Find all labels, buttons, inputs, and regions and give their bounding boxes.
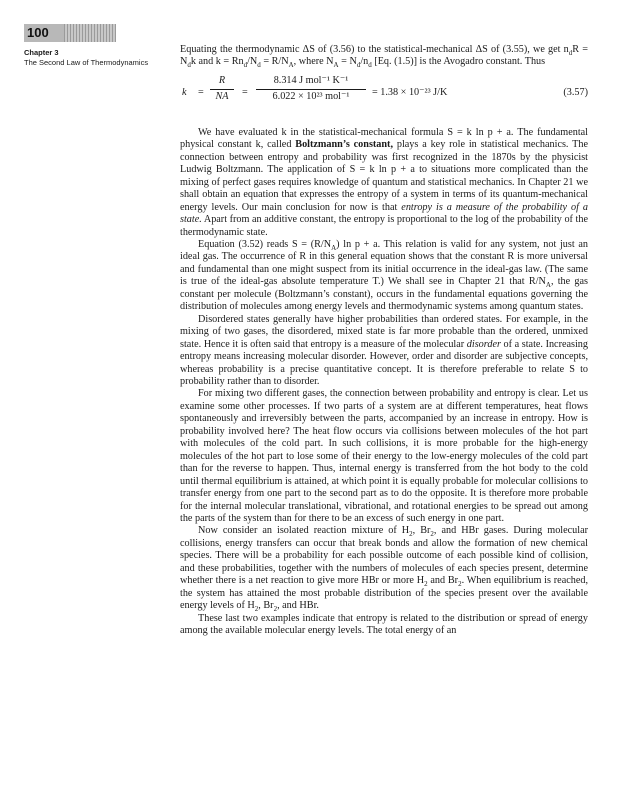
equation-result: = 1.38 × 10⁻²³ J/K [372, 86, 448, 98]
page-number: 100 [27, 25, 49, 40]
equation-3-57 [180, 75, 588, 119]
main-text-column [180, 44, 588, 637]
header-stripe-pattern [64, 24, 116, 42]
intro-paragraph: Equating the thermodynamic ΔS of (3.56) to the statistical-mechanical ΔS of (3.55), we get $n_dR = N_dk$ and $k = Rn_d/N_d = R/N_A$, where $N_A = N_d/n_d$ [Eq. (1.5)] is the Avogadro constant. Thus [180, 44, 588, 70]
chapter-label: Chapter 3 [24, 48, 59, 57]
fraction-numerator: 8.314 J mol⁻¹ K⁻¹ [273, 74, 349, 86]
fraction-r-over-na [210, 75, 234, 104]
equation-equals: = [198, 86, 204, 98]
page-header-bar [24, 24, 116, 42]
body-paragraph: For mixing two different gases, the connection between probability and entropy is clear. Let us examine some other processes. If two parts of a system are at different temperatures, heat flows spontaneously and irreversibly between the parts, accompanied by an increase in entropy. How is probability involved here? The heat flow occurs via collisions between molecules of the hot part with molecules of the cold part. In such collisions, it is more probable for the high-energy molecules of the hot part to lose some of their energy to the low-energy molecules of the cold part than for the reverse to happen. Thus, internal energy is transferred from the hot body to the cold until thermal equilibrium is attained, at which point it is equally probable for molecular collisions to transfer energy from one part to the second part as to do the opposite. It is therefore more probable for the internal molecular translational, vibrational, and rotational energies to be spread out among the parts of the system than for there to be an excess of such energy in one part. [180, 388, 588, 524]
body-paragraph: We have evaluated k in the statistical-mechanical formula S = k ln p + a. The fundamental physical constant k, called Boltzmann’s constant, plays a key role in statistical mechanics. The connection between entropy and probability was first recognized in the 1870s by the physicist Ludwig Boltzmann. The application of S = k ln p + a to situations more complicated than the mixing of perfect gases requires knowledge of quantum and statistical mechanics. In Chapter 21 we shall obtain an equation that expresses the entropy of a system in terms of its quantum-mechanical energy levels. Our main conclusion for now is that entropy is a measure of the probability of a state. Apart from an additive constant, the entropy is proportional to the log of the probability of the thermodynamic state. [180, 126, 588, 238]
equation-number: (3.57) [563, 86, 588, 98]
body-paragraph: These last two examples indicate that entropy is related to the distribution or spread of energy among the available molecular energy levels. The total energy of an [180, 612, 588, 637]
fraction-denominator: NA [210, 89, 234, 103]
body-paragraph: Now consider an isolated reaction mixture of $H_2$, $Br_2$, and HBr gases. During molecular collisions, energy transfers can occur that break bonds and allow the formation of new chemical species. There will be a probability for each possible outcome of each possible kind of collision, and these probabilities, together with the numbers of molecules of each species present, determine whether there is a net reaction to give more HBr or more $H_2$ and $Br_2$. When equilibrium is reached, the system has attained the most probable distribution of the species present over the available energy levels of $H_2$, $Br_2$, and HBr. [180, 525, 589, 614]
fraction-denominator: 6.022 × 10²³ mol⁻¹ [256, 89, 366, 103]
equation-equals: = [242, 86, 248, 98]
chapter-title: The Second Law of Thermodynamics [24, 58, 149, 67]
fraction-numerator: R [218, 74, 226, 86]
fraction-values [256, 75, 366, 104]
body-paragraph: Disordered states generally have higher probabilities than ordered states. For example, in the mixing of two gases, the disordered, mixed state is far more probable than the ordered, unmixed state. Hence it is often said that entropy is a measure of the molecular disorder of a state. Increasing entropy means increasing molecular disorder. However, order and disorder are subjective concepts, whereas probability is a precise quantitative concept. It is therefore preferable to relate S to probability rather than to disorder. [180, 313, 588, 387]
equation-lhs: k [182, 86, 187, 98]
body-paragraph: Equation (3.52) reads $S = (R/N_A)$ ln p + a. This relation is valid for any system, not just an ideal gas. The occurrence of R in this general equation shows that the constant R is more universal and fundamental than one might suspect from its initial occurrence in the ideal-gas law. (The same is true of the ideal-gas absolute temperature T.) We shall see in Chapter 21 that $R/N_A$, the gas constant per molecule (Boltzmann’s constant), occurs in the fundamental equations governing the distribution of molecules among energy levels and thermodynamic systems among quantum states. [180, 238, 589, 313]
